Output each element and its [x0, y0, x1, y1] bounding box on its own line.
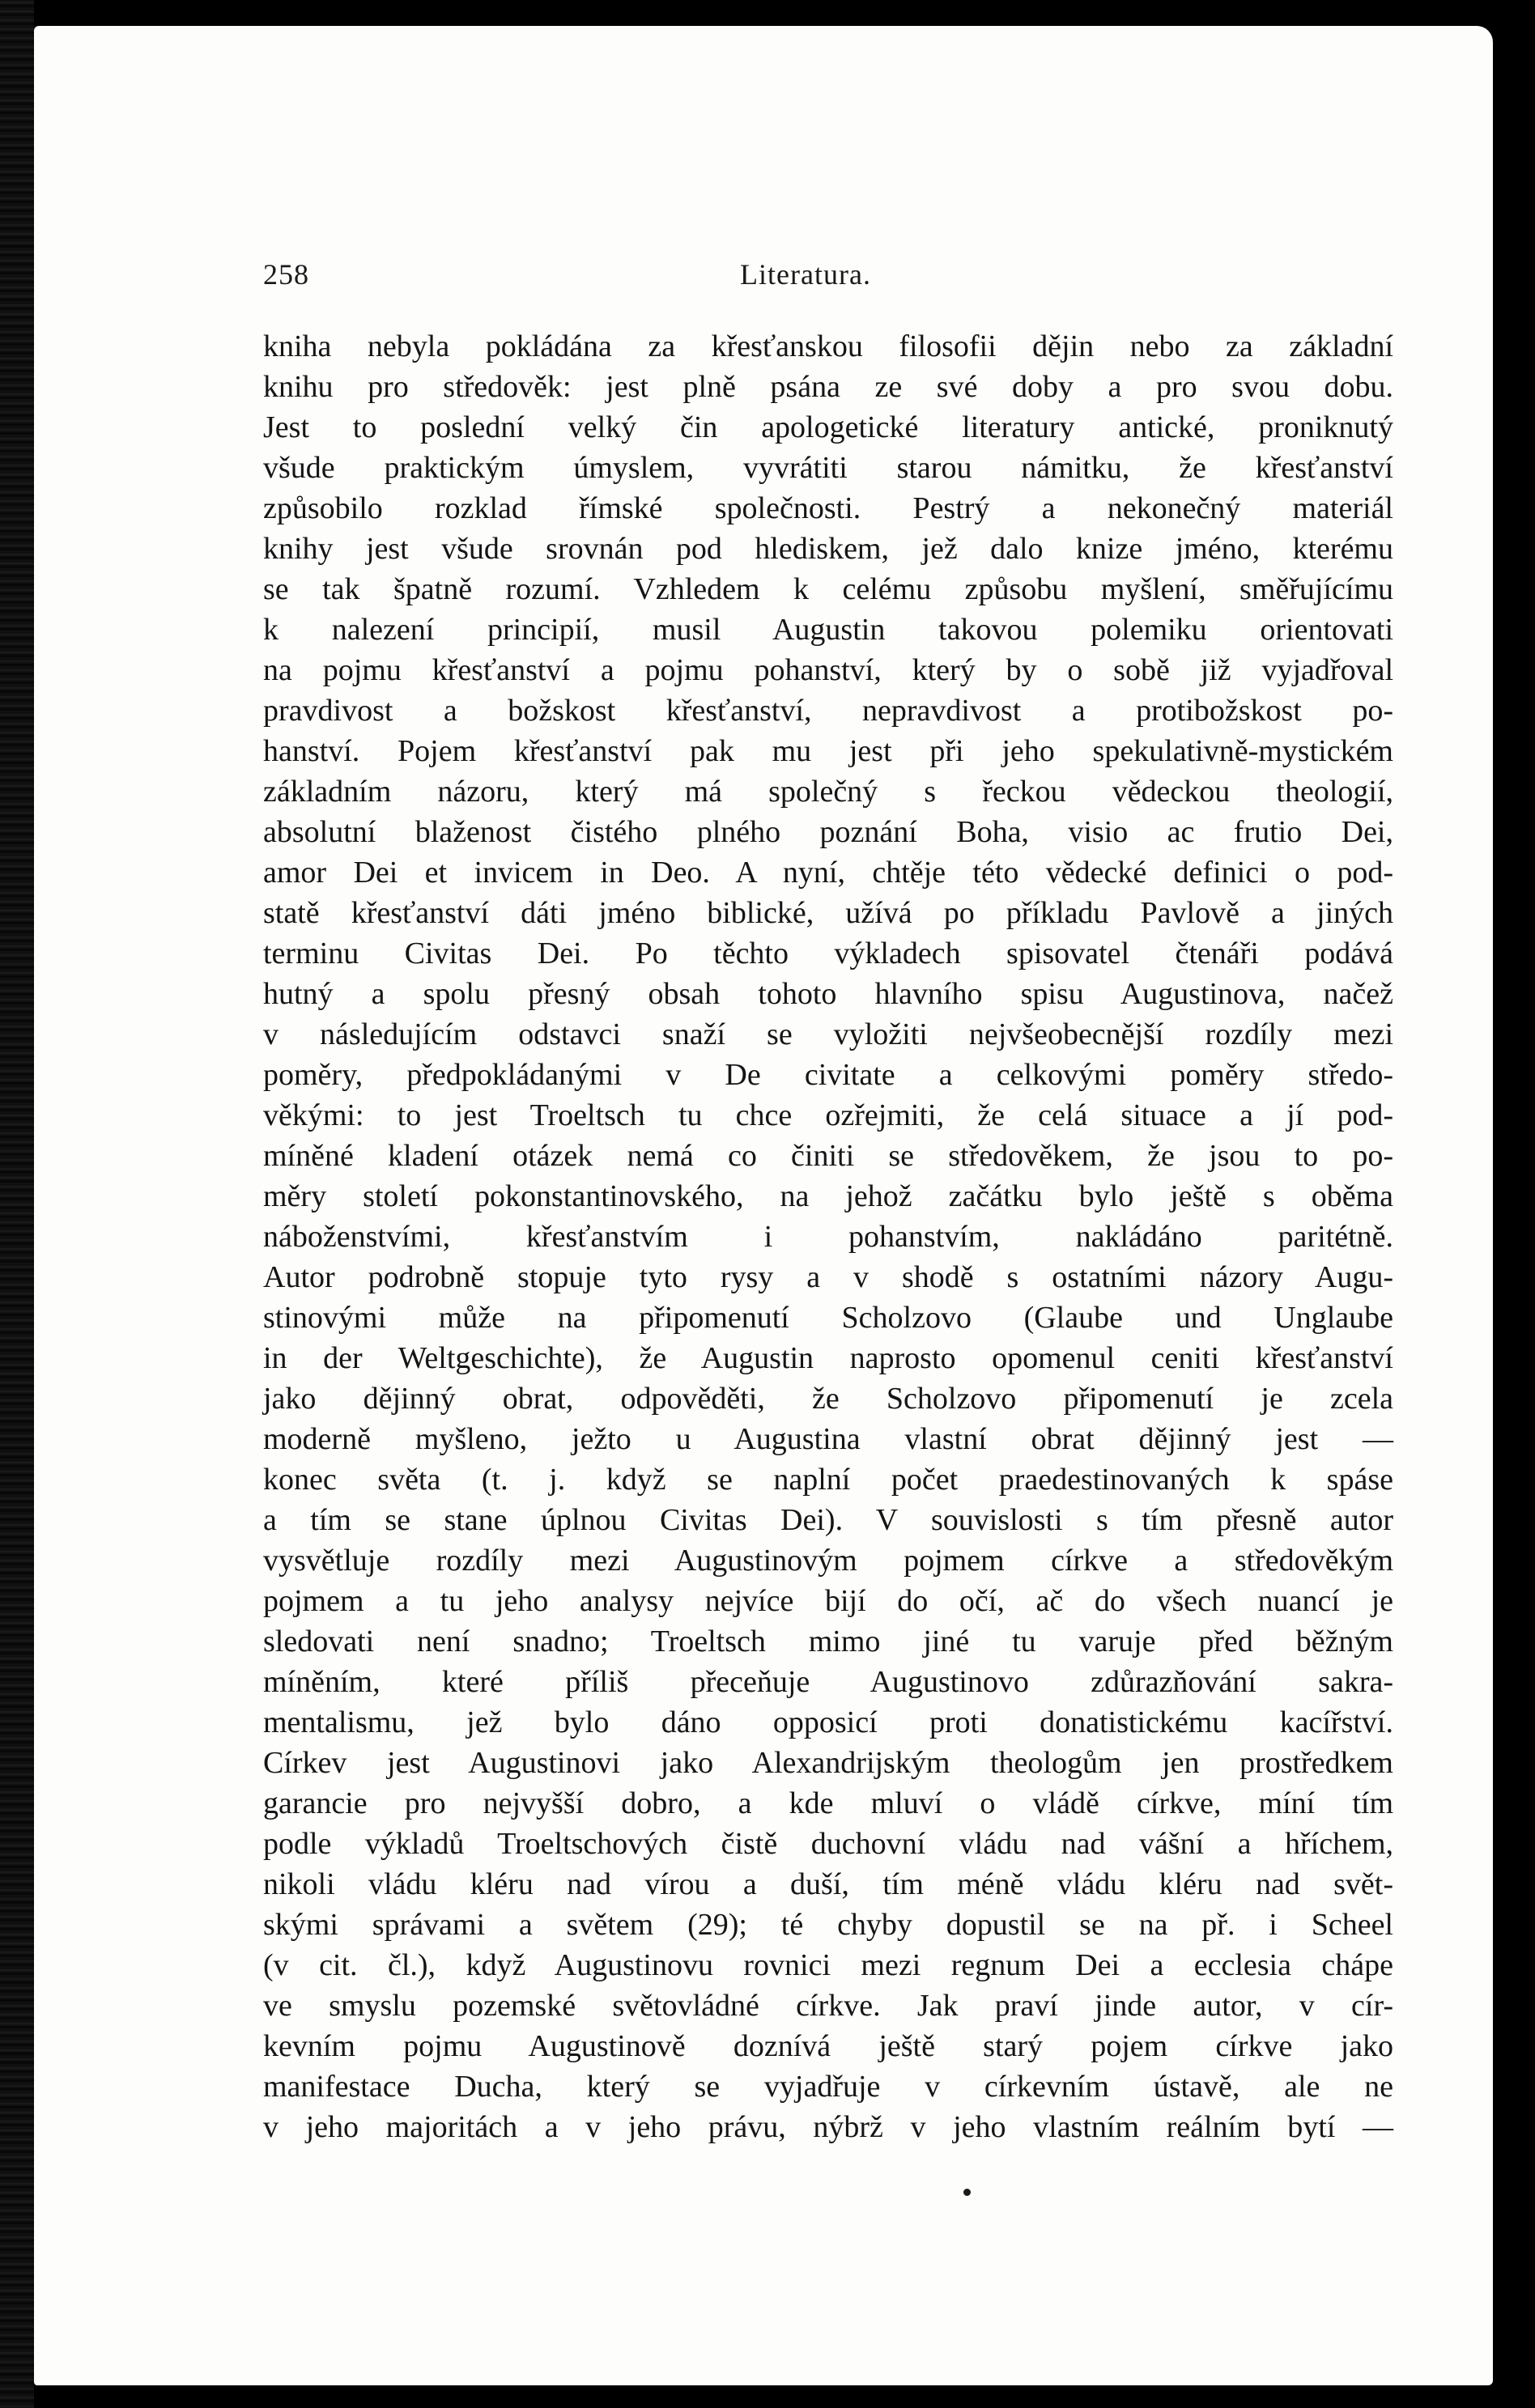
text-line: in der Weltgeschichte), že Augustin naprosto opomenul ceniti křesťanství [263, 1341, 1393, 1375]
text-line: způsobilo rozklad římské společnosti. Pestrý a nekonečný materiál [263, 491, 1393, 525]
page-header [263, 257, 1348, 306]
text-line: knihu pro středověk: jest plně psána ze své doby a pro svou dobu. [263, 370, 1393, 404]
running-head: Literatura. [740, 258, 871, 291]
text-line: náboženstvími, křesťanstvím i pohanstvím, nakládáno paritétně. [263, 1220, 1393, 1254]
ink-speck-mark [963, 2189, 971, 2196]
text-line: ve smyslu pozemské světovládné církve. Jak praví jinde autor, v cír- [263, 1989, 1393, 2023]
text-line: amor Dei et invicem in Deo. A nyní, chtěje této vědecké definici o pod- [263, 856, 1393, 890]
text-line: skými správami a světem (29); té chyby dopustil se na př. i Scheel [263, 1908, 1393, 1942]
text-line: hanství. Pojem křesťanství pak mu jest při jeho spekulativně-mystickém [263, 734, 1393, 768]
text-line: jako dějinný obrat, odpověděti, že Scholzovo připomenutí je zcela [263, 1382, 1393, 1416]
text-line: Církev jest Augustinovi jako Alexandrijským theologům jen prostředkem [263, 1746, 1393, 1780]
text-line: podle výkladů Troeltschových čistě duchovní vládu nad vášní a hříchem, [263, 1827, 1393, 1861]
text-line: pravdivost a božskost křesťanství, nepravdivost a protibožskost po- [263, 694, 1393, 728]
text-line: měry století pokonstantinovského, na jehož začátku bylo ještě s oběma [263, 1179, 1393, 1213]
book-binding-edge [0, 0, 34, 2408]
text-line: kniha nebyla pokládána za křesťanskou filosofii dějin nebo za základní [263, 329, 1393, 363]
text-line: a tím se stane úplnou Civitas Dei). V souvislosti s tím přesně autor [263, 1503, 1393, 1537]
text-line: absolutní blaženost čistého plného poznání Boha, visio ac frutio Dei, [263, 815, 1393, 849]
text-line: stinovými může na připomenutí Scholzovo (Glaube und Unglaube [263, 1301, 1393, 1335]
text-line: pojmem a tu jeho analysy nejvíce bijí do očí, ač do všech nuancí je [263, 1584, 1393, 1618]
text-line: k nalezení principií, musil Augustin takovou polemiku orientovati [263, 613, 1393, 647]
text-line: statě křesťanství dáti jméno biblické, užívá po příkladu Pavlově a jiných [263, 896, 1393, 930]
text-line: poměry, předpokládanými v De civitate a celkovými poměry středo- [263, 1058, 1393, 1092]
text-line: knihy jest všude srovnán pod hlediskem, jež dalo knize jméno, kterému [263, 532, 1393, 566]
text-line: terminu Civitas Dei. Po těchto výkladech spisovatel čtenáři podává [263, 936, 1393, 970]
text-line: kevním pojmu Augustinově doznívá ještě starý pojem církve jako [263, 2029, 1393, 2063]
text-line: na pojmu křesťanství a pojmu pohanství, který by o sobě již vyjadřoval [263, 653, 1393, 687]
text-line: vysvětluje rozdíly mezi Augustinovým pojmem církve a středověkým [263, 1544, 1393, 1578]
text-line: moderně myšleno, ježto u Augustina vlastní obrat dějinný jest — [263, 1422, 1393, 1456]
text-line: sledovati není snadno; Troeltsch mimo jiné tu varuje před běžným [263, 1624, 1393, 1658]
text-line: se tak špatně rozumí. Vzhledem k celému způsobu myšlení, směřujícímu [263, 572, 1393, 606]
body-text [263, 326, 1393, 2147]
page-number: 258 [263, 258, 309, 291]
text-line: Autor podrobně stopuje tyto rysy a v shodě s ostatními názory Augu- [263, 1260, 1393, 1294]
text-line: věkými: to jest Troeltsch tu chce ozřejmiti, že celá situace a jí pod- [263, 1098, 1393, 1132]
text-line: všude praktickým úmyslem, vyvrátiti starou námitku, že křesťanství [263, 451, 1393, 485]
text-line: v jeho majoritách a v jeho právu, nýbrž v jeho vlastním reálním bytí — [263, 2110, 1393, 2144]
text-line: míněním, které příliš přeceňuje Augustinovo zdůrazňování sakra- [263, 1665, 1393, 1699]
text-line: nikoli vládu kléru nad vírou a duší, tím méně vládu kléru nad svět- [263, 1867, 1393, 1901]
text-line: (v cit. čl.), když Augustinovu rovnici mezi regnum Dei a ecclesia chápe [263, 1948, 1393, 1982]
text-line: mentalismu, jež bylo dáno opposicí proti donatistickému kacířství. [263, 1705, 1393, 1739]
text-line: v následujícím odstavci snaží se vyložiti nejvšeobecnější rozdíly mezi [263, 1017, 1393, 1051]
text-line: garancie pro nejvyšší dobro, a kde mluví o vládě církve, míní tím [263, 1786, 1393, 1820]
text-line: základním názoru, který má společný s řeckou vědeckou theologií, [263, 775, 1393, 809]
text-line: konec světa (t. j. když se naplní počet praedestinovaných k spáse [263, 1463, 1393, 1497]
text-line: Jest to poslední velký čin apologetické literatury antické, proniknutý [263, 410, 1393, 444]
text-line: hutný a spolu přesný obsah tohoto hlavního spisu Augustinova, načež [263, 977, 1393, 1011]
text-line: manifestace Ducha, který se vyjadřuje v církevním ústavě, ale ne [263, 2070, 1393, 2104]
text-line: míněné kladení otázek nemá co činiti se středověkem, že jsou to po- [263, 1139, 1393, 1173]
